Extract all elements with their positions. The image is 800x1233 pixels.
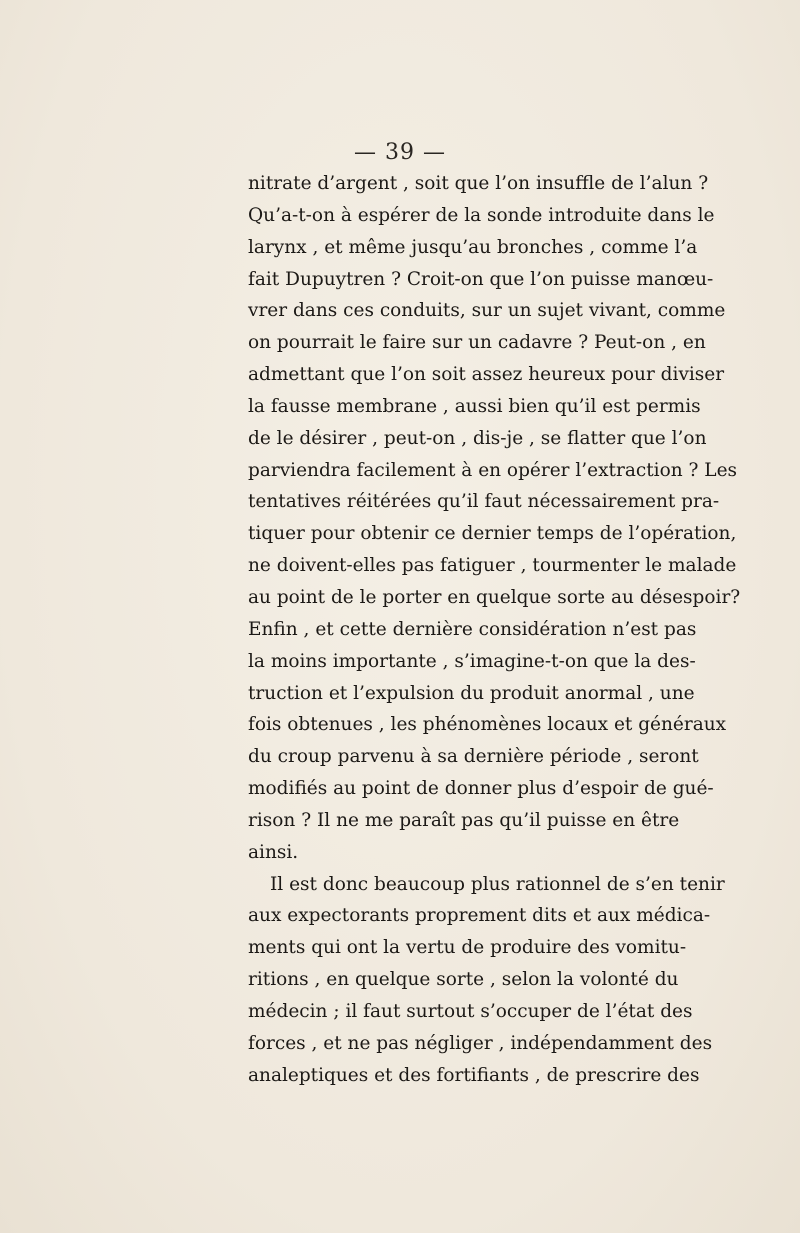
paragraph-start-line: Il est donc beaucoup plus rationnel de s’en tenir (270, 873, 725, 895)
text-line: admettant que l’on soit assez heureux pour diviser (248, 364, 725, 386)
text-line: médecin ; il faut surtout s’occuper de l’état des (248, 1000, 693, 1022)
text-line: Qu’a-t-on à espérer de la sonde introduite dans le (248, 204, 715, 226)
text-line: du croup parvenu à sa dernière période , seront (248, 746, 699, 768)
text-line: truction et l’expulsion du produit anormal , une (248, 682, 695, 704)
text-line: parviendra facilement à en opérer l’extraction ? Les (248, 459, 738, 481)
text-line: fois obtenues , les phénomènes locaux et généraux (248, 714, 727, 736)
text-line: analeptiques et des fortifiants , de prescrire des (248, 1064, 700, 1086)
paragraph-end-line: ainsi. (248, 841, 299, 863)
text-line: nitrate d’argent , soit que l’on insuffle de l’alun ? (248, 173, 709, 194)
text-line: ments qui ont la vertu de produire des vomitu- (248, 937, 687, 959)
text-line: la moins importante , s’imagine-t-on que la des- (248, 650, 696, 672)
text-line: forces , et ne pas négliger , indépendamment des (248, 1032, 713, 1054)
text-line: larynx , et même jusqu’au bronches , comme l’a (248, 236, 698, 258)
page-number: — 39 — (354, 140, 446, 165)
text-line: Enfin , et cette dernière considération n’est pas (248, 618, 697, 640)
text-line: aux expectorants proprement dits et aux médica- (248, 905, 711, 927)
text-line: rison ? Il ne me paraît pas qu’il puisse en être (248, 809, 680, 831)
body-text (248, 168, 741, 1091)
text-line: ne doivent-elles pas fatiguer , tourmenter le malade (248, 555, 737, 577)
text-line: tentatives réitérées qu’il faut nécessairement pra- (248, 491, 720, 513)
text-line: ritions , en quelque sorte , selon la volonté du (248, 969, 679, 991)
text-line: vrer dans ces conduits, sur un sujet vivant, comme (248, 300, 726, 322)
text-line: modifiés au point de donner plus d’espoir de gué- (248, 778, 714, 800)
text-line: fait Dupuytren ? Croit-on que l’on puisse manœu- (248, 268, 714, 290)
text-line: au point de le porter en quelque sorte au désespoir? (248, 586, 741, 608)
text-line: la fausse membrane , aussi bien qu’il est permis (248, 395, 701, 417)
text-line: tiquer pour obtenir ce dernier temps de l’opération, (248, 523, 737, 545)
text-line: on pourrait le faire sur un cadavre ? Peut-on , en (248, 332, 706, 354)
text-line: de le désirer , peut-on , dis-je , se flatter que l’on (248, 427, 707, 449)
